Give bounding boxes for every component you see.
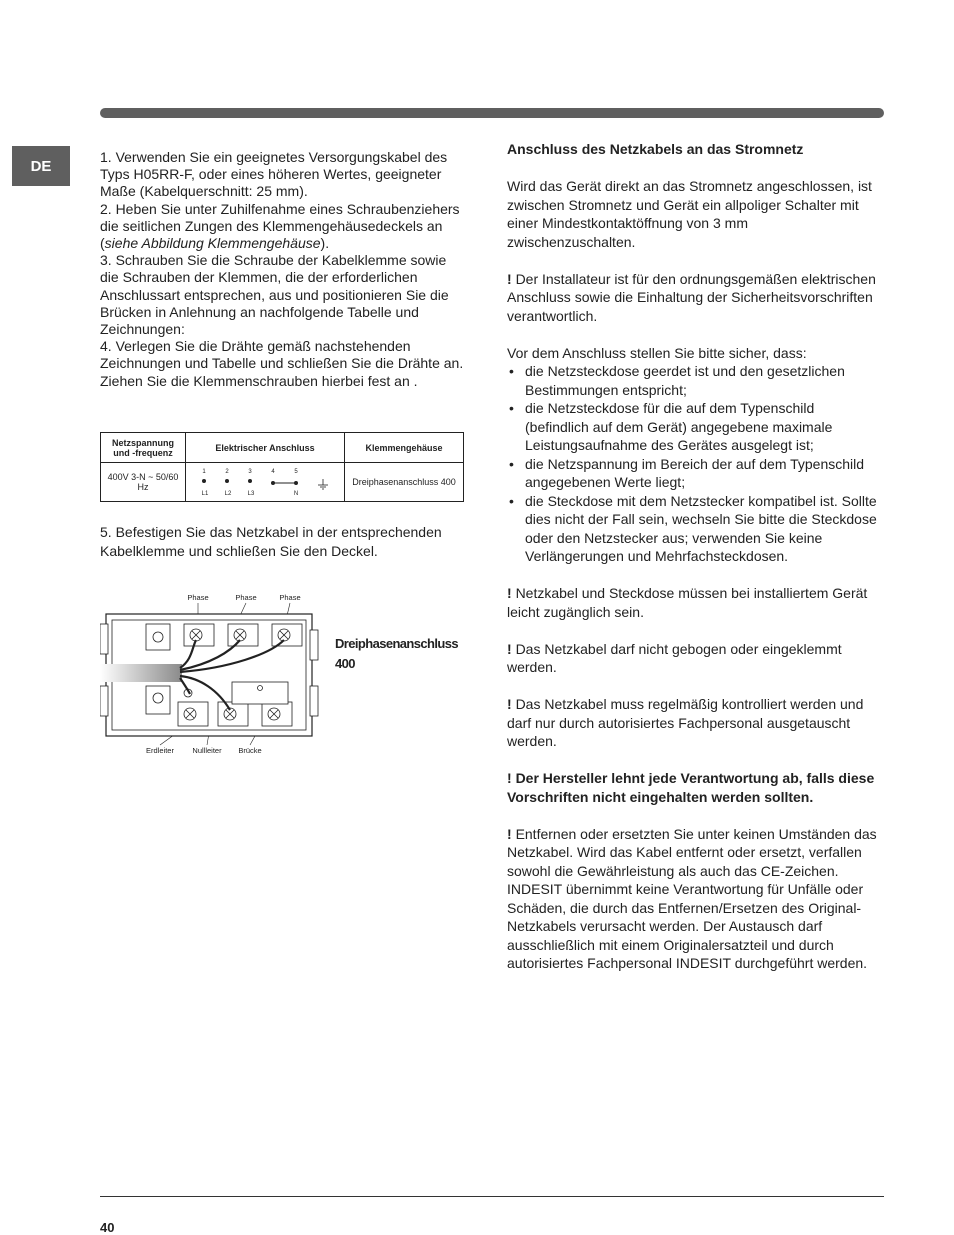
terminal-number: 4 — [271, 469, 275, 475]
paragraph-liability — [507, 769, 877, 806]
terminal-number: 3 — [248, 469, 252, 475]
table-header-voltage: Netzspannung und -frequenz — [101, 433, 186, 463]
terminal-label: N — [293, 491, 299, 497]
footer-rule — [100, 1196, 884, 1197]
warning-mark: ! — [507, 270, 512, 287]
right-column — [507, 140, 877, 991]
terminal-number: 1 — [202, 469, 206, 475]
step-5: 5. Befestigen Sie das Netzkabel in der entsprechenden Kabelklemme und schließen Sie den Deckel. — [100, 524, 442, 559]
paragraph-not-bent — [507, 640, 877, 677]
paragraph-inspect-text: Das Netzkabel muss regelmäßig kontrolliert werden und darf nur durch autorisiertes Fachpersonal ausgetauscht werden. — [507, 696, 864, 749]
step-2 — [100, 201, 465, 253]
list-item: • die Netzsteckdose für die auf dem Typenschild (befindlich auf dem Gerät) angegebene maximale Leistungsaufnahme des Gerätes ausgelegt ist; — [507, 399, 877, 455]
check-list — [507, 362, 877, 566]
phase-label: Phase — [187, 593, 209, 602]
diagram-title — [335, 634, 458, 674]
page-number: 40 — [100, 1220, 115, 1235]
terminal-number: 2 — [225, 469, 229, 475]
step-1: 1. Verwenden Sie ein geeignetes Versorgungskabel des Typs H05RR-F, oder eines höheren Wertes, geeigneter Maße (Kabelquerschnitt: 25 mm). — [100, 149, 448, 200]
list-item: • die Netzsteckdose geerdet ist und den gesetzlichen Bestimmungen entspricht; — [507, 362, 877, 399]
phase-label: Phase — [235, 593, 257, 602]
phase-label: Phase — [279, 593, 301, 602]
section-heading: Anschluss des Netzkabels an das Stromnetz — [507, 141, 804, 157]
paragraph-intro: Vor dem Anschluss stellen Sie bitte sicher, dass: — [507, 344, 807, 361]
paragraph-replacement-text: Entfernen oder ersetzten Sie unter keinen Umständen das Netzkabel. Wird das Kabel entfernt oder ersetzt, verfallen sowohl die Gewährleistung als auch das CE-Zeichen. INDESIT übernimmt keine Verantwortung für Unfälle oder Schäden, die durch das Entfernen/Ersetzen des Original-Netzkabels verursacht werden. Der Austausch darf ausschließlich mit einem Originalersatzteil und durch autorisiertes Fachpersonal INDESIT durchgeführt werden. — [507, 825, 877, 971]
step-2-reference: siehe Abbildung Klemmengehäuse — [104, 235, 321, 252]
diagram-title-line1: Dreiphasenanschluss — [335, 636, 458, 651]
paragraph-inspect — [507, 695, 877, 751]
diagram-title-line2: 400 — [335, 656, 355, 671]
paragraph-accessible-text: Netzkabel und Steckdose müssen bei installiertem Gerät leicht zugänglich sein. — [507, 585, 868, 620]
ground-icon — [318, 479, 328, 489]
table-header-terminal: Klemmengehäuse — [345, 433, 464, 463]
ground-wire-label: Erdleiter — [146, 746, 174, 755]
paragraph-installer — [507, 270, 877, 326]
warning-mark: ! — [507, 585, 512, 601]
warning-mark: ! — [507, 770, 512, 786]
paragraph-switch: Wird das Gerät direkt an das Stromnetz angeschlossen, ist zwischen Stromnetz und Gerät ein allpoliger Schalter mit einer Mindestkontaktöffnung von 3 mm zwischenzuschalten. — [507, 178, 872, 250]
terminal-block-illustration — [100, 590, 360, 760]
terminal-number: 5 — [294, 469, 298, 475]
terminal-label: L2 — [224, 491, 232, 497]
step-3: 3. Schrauben Sie die Schraube der Kabelklemme sowie die Schrauben der Klemmen, die der erforderlichen Anschlussart entsprechen, aus und positionieren Sie die Brücken in Anlehnung an nachfolgende Tabelle und Zeichnungen: — [100, 252, 449, 338]
neutral-wire-label: Nullleiter — [192, 746, 222, 755]
left-column — [100, 149, 465, 390]
table-header-connection: Elektrischer Anschluss — [186, 433, 345, 463]
step-4: 4. Verlegen Sie die Drähte gemäß nachstehenden Zeichnungen und Tabelle und schließen Sie die Drähte an. Ziehen Sie die Klemmenschrauben hierbei fest an . — [100, 338, 464, 389]
step-2-text: 2. Heben Sie unter Zuhilfenahme eines Schraubenziehers die seitlichen Zungen des Klemmengehäusedeckels an ( — [100, 200, 460, 252]
table-cell-voltage: 400V 3-N ~ 50/60 Hz — [101, 463, 186, 502]
list-item: • die Netzspannung im Bereich der auf dem Typenschild angegebenen Werte liegt; — [507, 455, 877, 492]
terminal-label: L3 — [247, 491, 255, 497]
step-2-end: ). — [320, 235, 330, 252]
list-item: • die Steckdose mit dem Netzstecker kompatibel ist. Sollte dies nicht der Fall sein, wechseln Sie bitte die Steckdose oder den Netzstecker aus; verwenden Sie keine Verlängerungen und Mehrfachsteckdosen. — [507, 492, 877, 566]
warning-mark: ! — [507, 825, 512, 842]
terminal-label: L1 — [201, 491, 209, 497]
header-rule — [100, 108, 884, 118]
terminal-block-diagram — [100, 590, 360, 760]
language-tab: DE — [12, 146, 70, 186]
paragraph-replacement — [507, 825, 877, 973]
paragraph-liability-text: Der Hersteller lehnt jede Verantwortung ab, falls diese Vorschriften nicht eingehalten werden sollten. — [507, 770, 875, 805]
paragraph-installer-text: Der Installateur ist für den ordnungsgemäßen elektrischen Anschluss sowie die Einhaltung der Sicherheitsvorschriften verantwortlich. — [507, 270, 876, 324]
terminal-wiring-icon — [190, 465, 340, 499]
table-cell-wiring-diagram — [186, 463, 345, 502]
warning-mark: ! — [507, 696, 512, 712]
warning-mark: ! — [507, 640, 512, 657]
table-cell-connection-type: Dreiphasenanschluss 400 — [345, 463, 464, 502]
bridge-label: Brücke — [238, 746, 262, 755]
paragraph-accessible — [507, 584, 877, 621]
connection-table — [100, 432, 464, 502]
paragraph-not-bent-text: Das Netzkabel darf nicht gebogen oder eingeklemmt werden. — [507, 640, 842, 675]
